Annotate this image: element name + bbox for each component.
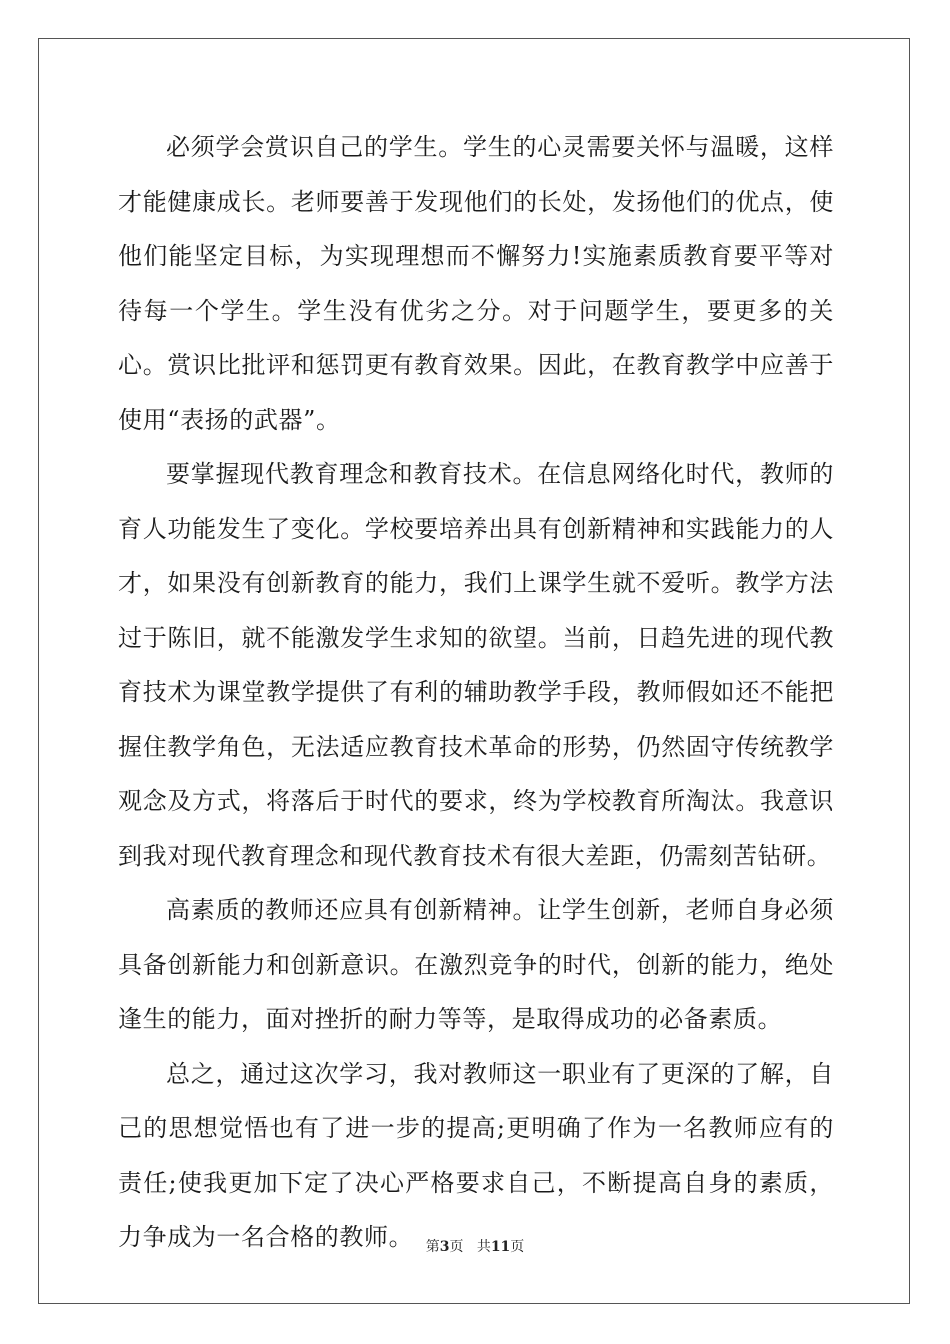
total-label-suffix: 页 — [510, 1239, 525, 1255]
paragraph-3: 高素质的教师还应具有创新精神。让学生创新，老师自身必须具备创新能力和创新意识。在激烈竞争的时代，创新的能力，绝处逢生的能力，面对挫折的耐力等等，是取得成功的必备素质。 — [118, 896, 834, 1033]
page-label-suffix: 页 — [449, 1239, 464, 1255]
page-footer — [0, 1236, 950, 1256]
document-body — [118, 120, 834, 1265]
current-page-number: 3 — [439, 1239, 450, 1255]
paragraph-4: 总之，通过这次学习，我对教师这一职业有了更深的了解，自己的思想觉悟也有了进一步的提高;更明确了作为一名教师应有的责任;使我更加下定了决心严格要求自己，不断提高自身的素质，力争成为一名合格的教师。 — [118, 1059, 834, 1251]
paragraph-2: 要掌握现代教育理念和教育技术。在信息网络化时代，教师的育人功能发生了变化。学校要培养出具有创新精神和实践能力的人才，如果没有创新教育的能力，我们上课学生就不爱听。教学方法过于陈旧，就不能激发学生求知的欲望。当前，日趋先进的现代教育技术为课堂教学提供了有利的辅助教学手段，教师假如还不能把握住教学角色，无法适应教育技术革命的形势，仍然固守传统教学观念及方式，将落后于时代的要求，终为学校教育所淘汰。我意识到我对现代教育理念和现代教育技术有很大差距，仍需刻苦钻研。 — [118, 460, 834, 870]
total-label-prefix: 共 — [476, 1239, 491, 1255]
page-label-prefix: 第 — [425, 1239, 440, 1255]
total-pages-number: 11 — [490, 1239, 511, 1255]
paragraph-1: 必须学会赏识自己的学生。学生的心灵需要关怀与温暖，这样才能健康成长。老师要善于发现他们的长处，发扬他们的优点，使他们能坚定目标，为实现理想而不懈努力!实施素质教育要平等对待每一个学生。学生没有优劣之分。对于问题学生，要更多的关心。赏识比批评和惩罚更有教育效果。因此，在教育教学中应善于使用“表扬的武器”。 — [118, 133, 834, 434]
